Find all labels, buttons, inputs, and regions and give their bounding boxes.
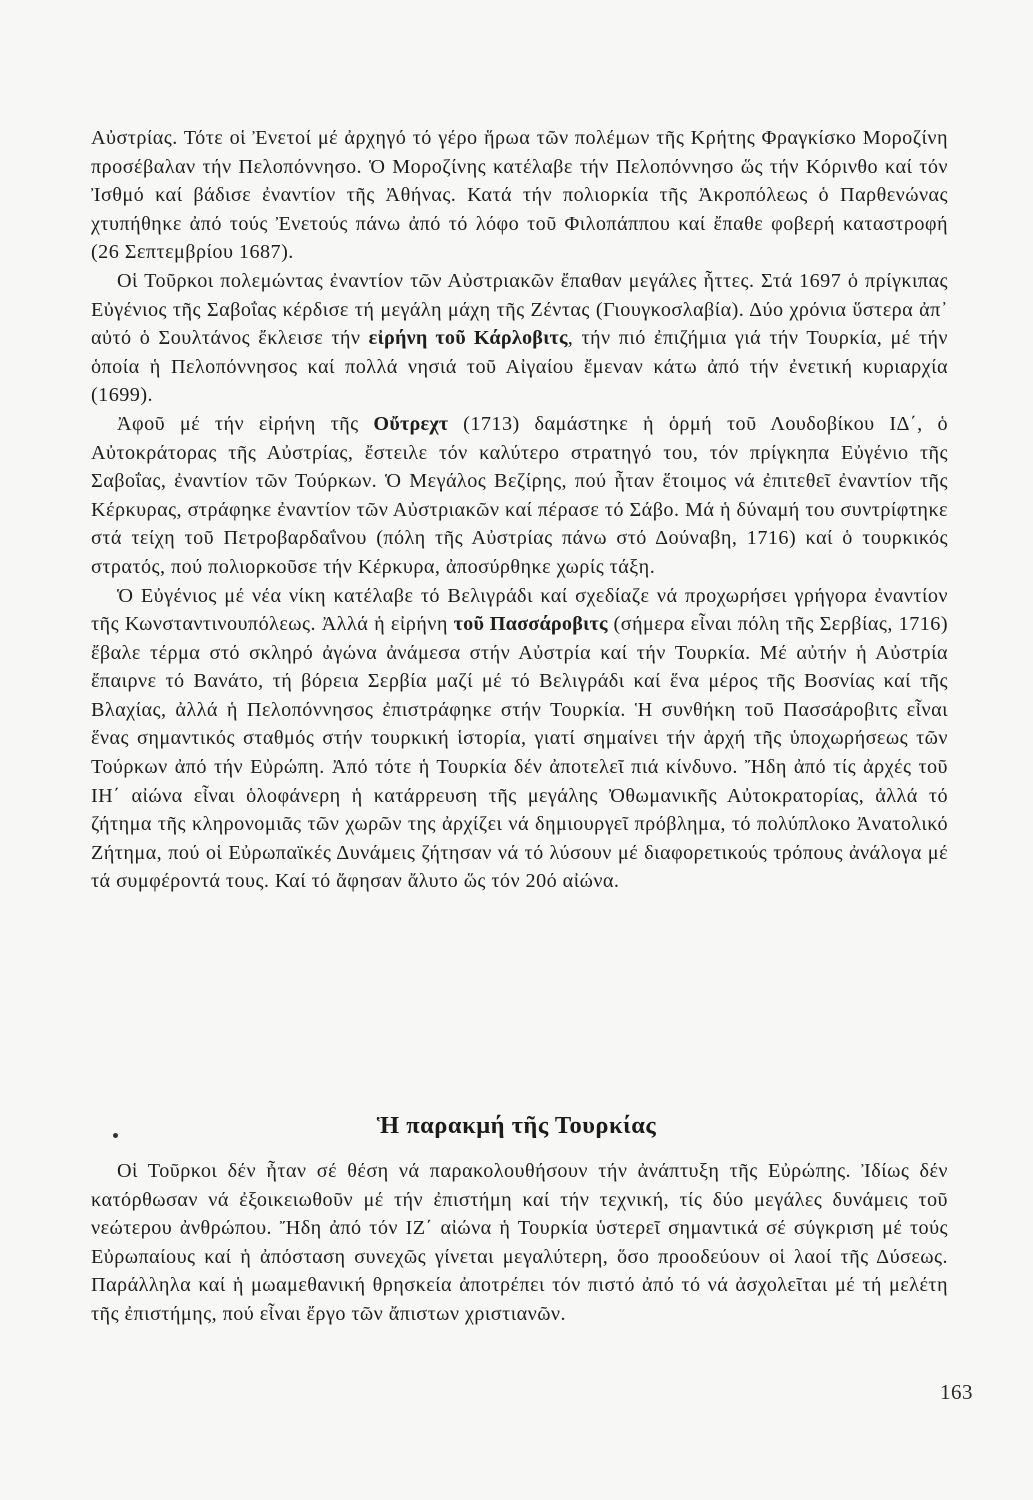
page-body — [91, 124, 948, 896]
paragraph-1 — [91, 124, 948, 267]
text-run: Αὐστρίας. Τότε οἱ Ἐνετοί μέ ἀρχηγό τό γέρο ἥρωα τῶν πολέμων τῆς Κρήτης Φραγκίσκο Μοροζίνη προσέβαλαν τήν Πελοπόννησο. Ὁ Μοροζίνης κατέλαβε τήν Πελοπόννησο ὥς τήν Κόρινθο καί τόν Ἰσθμό καί βάδισε ἐναντίον τῆς Ἀθήνας. Κατά τήν πολιορκία τῆς Ἀκροπόλεως ὁ Παρθενώνας χτυπήθηκε ἀπό τούς Ἐνετούς πάνω ἀπό τό λόφο τοῦ Φιλοπάππου καί ἔπαθε φοβερή καταστροφή (26 Σεπτεμβρίου 1687). — [91, 127, 948, 264]
paragraph-4 — [91, 582, 948, 897]
section-title: Ἡ παρακμή τῆς Τουρκίας — [376, 1112, 657, 1139]
page-number: 163 — [940, 1380, 973, 1404]
bold-term: Οὔτρεχτ — [373, 412, 449, 435]
section-paragraph: Οἱ Τοῦρκοι δέν ἦταν σέ θέση νά παρακολουθήσουν τήν ἀνάπτυξη τῆς Εὐρώπης. Ἰδίως δέν κατόρθωσαν νά ἐξοικειωθοῦν μέ τήν ἐπιστήμη καί τήν τεχνική, τίς δύο μεγάλες δυνάμεις τοῦ νεώτερου ἀνθρώπου. Ἤδη ἀπό τόν ΙΖ΄ αἰώνα ἡ Τουρκία ὑστερεῖ σημαντικά σέ σύγκριση μέ τούς Εὐρωπαίους καί ἡ ἀπόσταση συνεχῶς γίνεται μεγαλύτερη, ὅσο προοδεύουν οἱ λαοί τῆς Δύσεως. Παράλληλα καί ἡ μωαμεθανική θρησκεία ἀποτρέπει τόν πιστό ἀπό τό νά ἀσχολεῖται μέ τή μελέτη τῆς ἐπιστήμης, πού εἶναι ἔργο τῶν ἄπιστων χριστιανῶν. — [91, 1160, 948, 1325]
text-run: , τήν πιό ἐπιζήμια γιά τήν Τουρκία, μέ τήν ὁποία ἡ Πελοπόννησος καί πολλά νησιά τοῦ Αἰγαίου ἔμεναν κάτω ἀπό τήν ἐνετική κυριαρχία (1699). — [91, 327, 948, 407]
text-run: Ὁ Εὐγένιος μέ νέα νίκη κατέλαβε τό Βελιγράδι καί σχεδίαζε νά προχωρήσει γρήγορα ἐναντίον τῆς Κωνσταντινουπόλεως. Ἀλλά ἡ εἰρήνη — [91, 584, 948, 636]
paragraph-3 — [91, 410, 948, 582]
text-run: (σήμερα εἶναι πόλη τῆς Σερβίας, 1716) ἔβαλε τέρμα στό σκληρό ἀγώνα ἀνάμεσα στήν Αὐστρία καί τήν Τουρκία. Μέ αὐτήν ἡ Αὐστρία ἔπαιρνε τό Βανάτο, τή βόρεια Σερβία μαζί μέ τό Βελιγράδι καί ἕνα μέρος τῆς Βοσνίας καί τῆς Βλαχίας, ἀλλά ἡ Πελοπόννησος ἐπιστράφηκε στήν Τουρκία. Ἡ συνθήκη τοῦ Πασσάροβιτς εἶναι ἕνας σημαντικός σταθμός στήν τουρκική ἱστορία, γιατί σημαίνει τήν ἀρχή τῆς ὑποχωρήσεως τῶν Τούρκων ἀπό τήν Εὐρώπη. Ἀπό τότε ἡ Τουρκία δέν ἀποτελεῖ πιά κίνδυνο. Ἤδη ἀπό τίς ἀρχές τοῦ ΙΗ΄ αἰώνα εἶναι ὁλοφάνερη ἡ κατάρρευση τῆς μεγάλης Ὀθωμανικῆς Αὐτοκρατορίας, ἀλλά τό ζήτημα τῆς κληρονομιᾶς τῶν χωρῶν της ἀρχίζει νά δημιουργεῖ πρόβλημα, τό πολύπλοκο Ἀνατολικό Ζήτημα, πού οἱ Εὐρωπαϊκές Δυνάμεις ζήτησαν νά τό λύσουν μέ διαφορετικούς τρόπους ἀνάλογα μέ τά συμφέροντά τους. Καί τό ἄφησαν ἄλυτο ὥς τόν 20ό αἰώνα. — [91, 613, 948, 893]
text-run: Οἱ Τοῦρκοι πολεμώντας ἐναντίον τῶν Αὐστριακῶν ἔπαθαν μεγάλες ἧττες. Στά 1697 ὁ πρίγκιπας Εὐγένιος τῆς Σαβοΐας κέρδισε τή μεγάλη μάχη τῆς Ζέντας (Γιουγκοσλαβία). Δύο χρόνια ὕστερα ἀπ᾽ αὐτό ὁ Σουλτάνος ἔκλεισε τήν — [91, 269, 948, 350]
paragraph-2 — [91, 267, 948, 410]
bold-term: εἰρήνη τοῦ Κάρλοβιτς — [368, 327, 568, 350]
bold-term: τοῦ Πασσάροβιτς — [453, 613, 608, 636]
text-run: (1713) δαμάστηκε ἡ ὁρμή τοῦ Λουδοβίκου ΙΔ΄, ὁ Αὐτοκράτορας τῆς Αὐστρίας, ἔστειλε τόν καλύτερο στρατηγό του, τόν πρίγκηπα Εὐγένιο τῆς Σαβοΐας, ἐναντίον τῶν Τούρκων. Ὁ Μεγάλος Βεζίρης, πού ἦταν ἕτοιμος νά ἐπιτεθεῖ ἐναντίον τῆς Κέρκυρας, στράφηκε ἐναντίον τῶν Αὐστριακῶν καί πέρασε τό Σάβο. Μά ἡ δύναμή του συντρίφτηκε στά τείχη τοῦ Πετροβαρδαΐνου (πόλη τῆς Αὐστρίας πάνω στό Δούναβη, 1716) καί ὁ τουρκικός στρατός, πού πολιορκοῦσε τήν Κέρκυρα, ἀποσύρθηκε χωρίς τάξη. — [91, 412, 949, 578]
text-run: Ἀφοῦ μέ τήν εἰρήνη τῆς — [117, 412, 374, 435]
section-body — [91, 1157, 948, 1329]
